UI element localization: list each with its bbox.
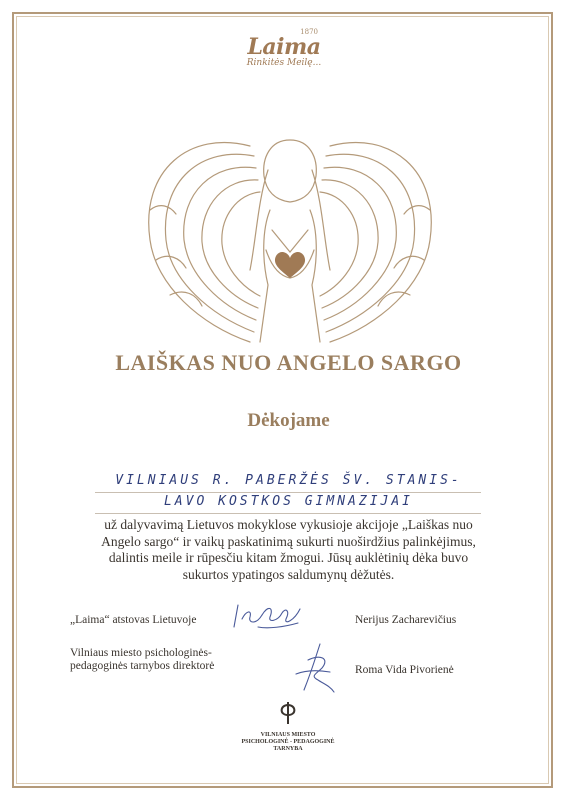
thanks-heading: Dėkojame <box>247 410 330 431</box>
body-line: dalintis meile ir rūpesčiu kitam žmogui. Jūsų auklėtinių dėka buvo <box>108 550 469 565</box>
recipient-line-2: LAVO KOSTKOS GIMNAZIJAI <box>163 494 413 509</box>
signatory-name-1: Nerijus Zacharevičius <box>355 614 457 626</box>
body-line: už dalyvavimą Lietuvos mokyklose vykusioje akcijoje „Laiškas nuo <box>104 517 473 532</box>
seal-line: PSICHOLOGINĖ - PEDAGOGINĖ <box>241 739 335 745</box>
recipient-underline-1 <box>95 492 481 493</box>
body-line: Angelo sargo“ ir vaikų paskatinimą sukurti nuoširdžius palinkėjimus, <box>101 533 476 549</box>
laima-logo <box>236 28 332 68</box>
heart-icon <box>275 252 305 278</box>
role-line: pedagoginės tarnybos direktorė <box>70 660 215 672</box>
ppt-emblem-icon <box>275 700 301 726</box>
signature-2 <box>290 640 340 696</box>
role-line: „Laima“ atstovas Lietuvoje <box>70 614 197 626</box>
seal-line: VILNIAUS MIESTO <box>260 732 316 738</box>
logo-tagline: Rinkitės Meilę... <box>246 58 322 68</box>
angel-illustration <box>130 110 450 346</box>
logo-year: 1870 <box>300 28 318 36</box>
signatory-role-1 <box>70 614 196 627</box>
recipient-line-1: VILNIAUS R. PABERŽĖS ŠV. STANIS- <box>115 473 462 488</box>
signatory-name-2: Roma Vida Pivorienė <box>355 664 454 676</box>
body-line: sukurtos ypatingos saldumynų dėžutės. <box>182 566 395 582</box>
role-line: Vilniaus miesto psichologinės- <box>70 647 212 659</box>
logo-brand: Laima <box>247 34 321 60</box>
recipient-underline-2 <box>95 513 481 514</box>
certificate-title: LAIŠKAS NUO ANGELO SARGO <box>115 350 462 375</box>
seal-line: TARNYBA <box>273 746 303 752</box>
certificate-body <box>60 517 517 583</box>
signatory-role-2 <box>70 647 250 673</box>
signature-1 <box>228 597 308 637</box>
ppt-seal <box>238 700 338 753</box>
